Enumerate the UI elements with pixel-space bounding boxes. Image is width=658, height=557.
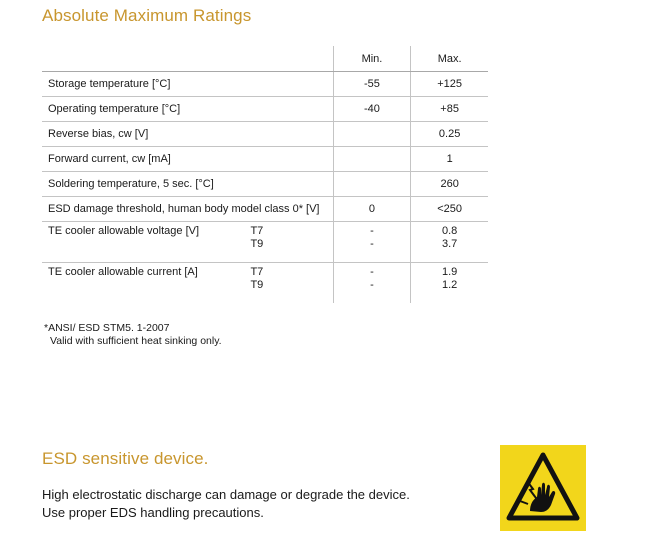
max-value-t9: 1.2 xyxy=(441,279,458,291)
table-row xyxy=(42,172,488,197)
max-value-t7: 0.8 xyxy=(441,225,458,237)
table-row xyxy=(42,147,488,172)
ratings-title: Absolute Maximum Ratings xyxy=(42,6,252,25)
max-value xyxy=(411,222,488,263)
max-value xyxy=(411,263,488,304)
table-row xyxy=(42,97,488,122)
min-value xyxy=(333,147,411,172)
param-label: Operating temperature [°C] xyxy=(42,97,250,122)
table-row xyxy=(42,263,488,304)
max-value: 260 xyxy=(411,172,488,197)
min-value: -40 xyxy=(333,97,411,122)
min-value xyxy=(333,263,411,304)
min-value xyxy=(333,122,411,147)
variant-cell xyxy=(250,222,333,263)
param-label: Forward current, cw [mA] xyxy=(42,147,250,172)
esd-warning-line: High electrostatic discharge can damage or degrade the device. xyxy=(42,487,410,502)
header-max: Max. xyxy=(411,46,488,72)
variant-label: T9 xyxy=(250,238,264,250)
param-label: TE cooler allowable voltage [V] xyxy=(42,222,250,263)
table-row xyxy=(42,122,488,147)
header-min: Min. xyxy=(333,46,411,72)
variant-label: T7 xyxy=(250,266,264,278)
min-value-t7: - xyxy=(370,225,374,237)
max-value-t7: 1.9 xyxy=(441,266,458,278)
max-value: +85 xyxy=(411,97,488,122)
param-label: Reverse bias, cw [V] xyxy=(42,122,250,147)
param-label: ESD damage threshold, human body model class 0* [V] xyxy=(42,197,333,222)
esd-warning-line: Use proper EDS handling precautions. xyxy=(42,505,264,520)
param-label: Storage temperature [°C] xyxy=(42,72,250,97)
footnote-heat-sinking: Valid with sufficient heat sinking only. xyxy=(50,335,222,347)
min-value: 0 xyxy=(333,197,411,222)
min-value-t9: - xyxy=(370,238,374,250)
min-value xyxy=(333,172,411,197)
footnotes xyxy=(44,322,222,348)
variant-cell xyxy=(250,263,333,304)
min-value-t7: - xyxy=(370,266,374,278)
table-row xyxy=(42,72,488,97)
max-value: 1 xyxy=(411,147,488,172)
variant-label: T7 xyxy=(250,225,264,237)
header-sub xyxy=(250,46,333,72)
header-param xyxy=(42,46,250,72)
min-value xyxy=(333,222,411,263)
min-value: -55 xyxy=(333,72,411,97)
esd-warning-text xyxy=(42,486,410,522)
footnote-standard: *ANSI/ ESD STM5. 1-2007 xyxy=(44,322,170,334)
esd-warning-icon xyxy=(500,445,586,531)
variant-label: T9 xyxy=(250,279,264,291)
max-value-t9: 3.7 xyxy=(441,238,458,250)
ratings-header-row xyxy=(42,46,488,72)
min-value-t9: - xyxy=(370,279,374,291)
param-label: TE cooler allowable current [A] xyxy=(48,266,198,278)
esd-title: ESD sensitive device. xyxy=(42,449,209,468)
max-value: +125 xyxy=(411,72,488,97)
max-value: <250 xyxy=(411,197,488,222)
max-value: 0.25 xyxy=(411,122,488,147)
table-row xyxy=(42,222,488,263)
table-row xyxy=(42,197,488,222)
param-label: Soldering temperature, 5 sec. [°C] xyxy=(42,172,250,197)
ratings-table xyxy=(42,46,488,303)
